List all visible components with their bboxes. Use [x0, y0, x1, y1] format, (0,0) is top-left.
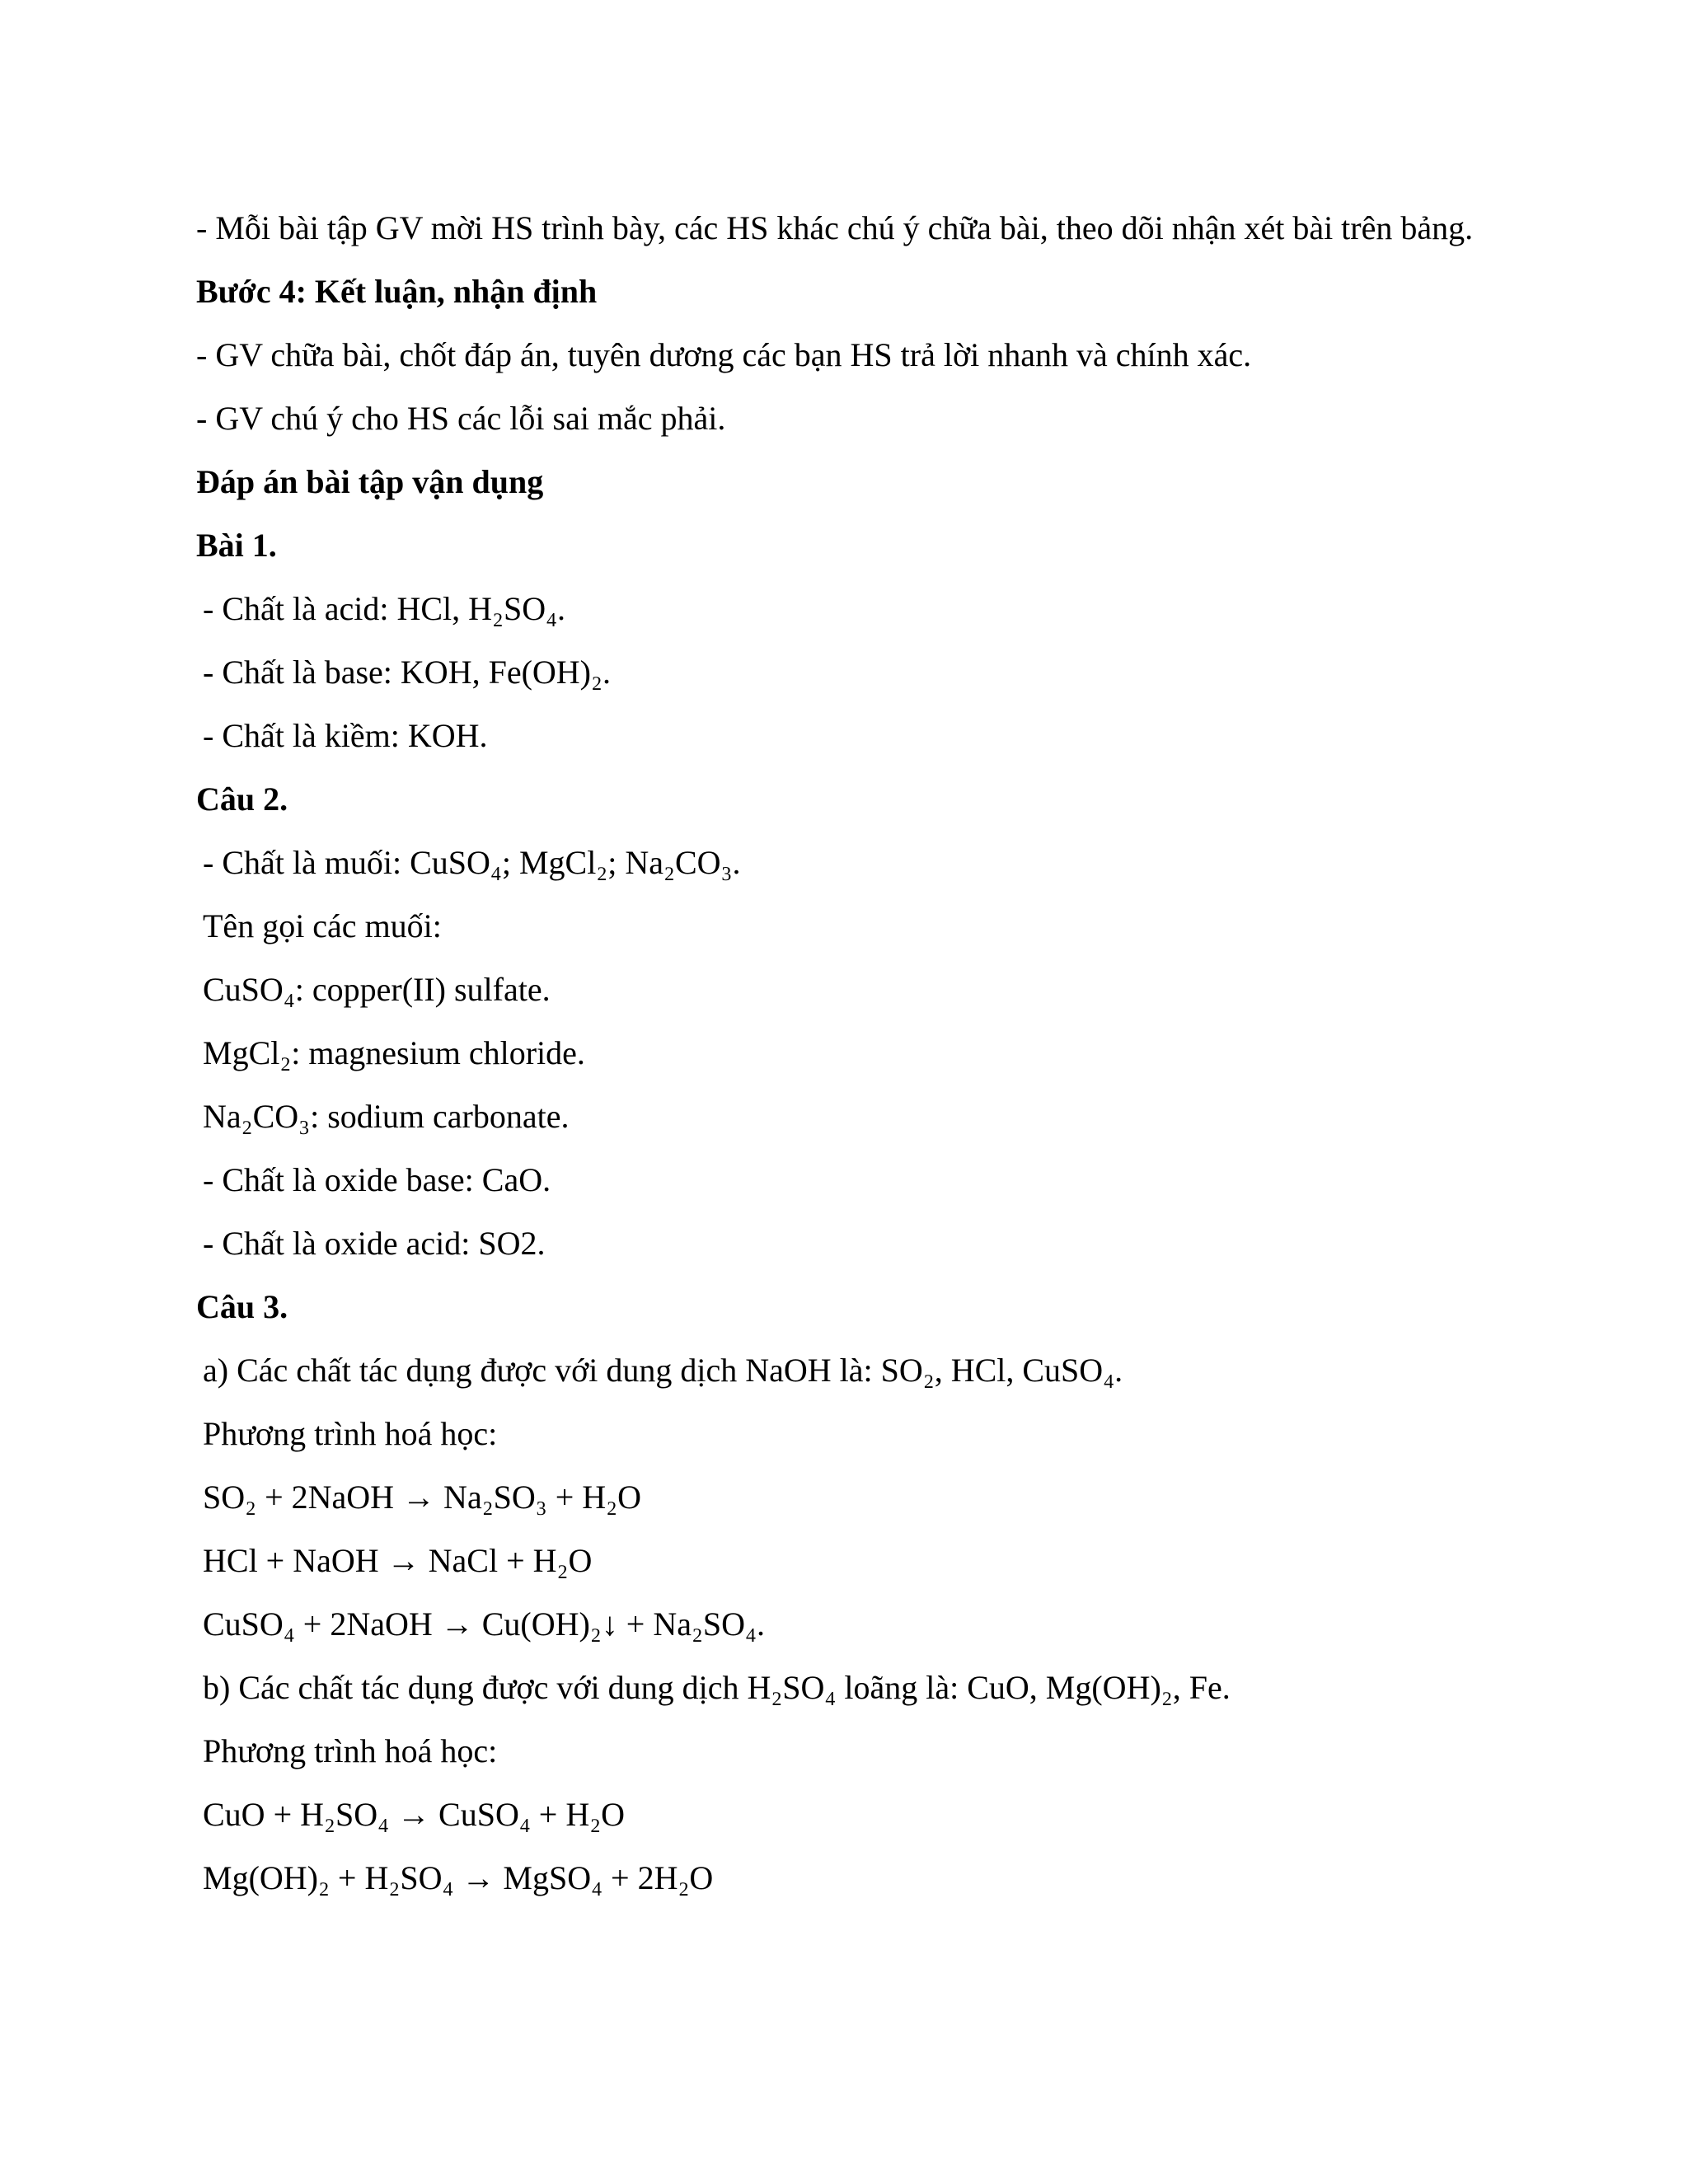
answer-line: - Chất là acid: HCl, H₂SO₄. [203, 590, 566, 627]
step-heading: Bước 4: Kết luận, nhận định [196, 273, 598, 310]
answer-line: - Chất là oxide base: CaO. [203, 1161, 551, 1198]
question-heading: Câu 2. [196, 780, 288, 818]
question-heading: Câu 3. [196, 1288, 288, 1325]
instruction-line: - GV chú ý cho HS các lỗi sai mắc phải. [196, 400, 726, 437]
answer-line: Phương trình hoá học: [203, 1732, 498, 1769]
answer-line: - Chất là kiềm: KOH. [203, 717, 488, 754]
instruction-line: - Mỗi bài tập GV mời HS trình bày, các HS khác chú ý chữa bài, theo dõi nhận xét bài trên bảng. [196, 209, 1474, 246]
equation-line: CuSO₄ + 2NaOH → Cu(OH)₂↓ + Na₂SO₄. [203, 1605, 765, 1643]
answer-line: - Chất là oxide acid: SO2. [203, 1225, 546, 1262]
answer-line: Phương trình hoá học: [203, 1415, 498, 1452]
equation-line: CuO + H₂SO₄ → CuSO₄ + H₂O [203, 1796, 626, 1833]
equation-line: HCl + NaOH → NaCl + H₂O [203, 1542, 593, 1579]
answer-line: MgCl₂: magnesium chloride. [203, 1034, 585, 1071]
answer-line: Tên gọi các muối: [203, 907, 442, 944]
answer-line: - Chất là base: KOH, Fe(OH)₂. [203, 654, 611, 691]
equation-line: SO₂ + 2NaOH → Na₂SO₃ + H₂O [203, 1479, 641, 1516]
instruction-line: - GV chữa bài, chốt đáp án, tuyên dương các bạn HS trả lời nhanh và chính xác. [196, 336, 1252, 373]
exercise-heading: Bài 1. [196, 527, 277, 564]
equation-line: Mg(OH)₂ + H₂SO₄ → MgSO₄ + 2H₂O [203, 1859, 714, 1896]
section-heading: Đáp án bài tập vận dụng [196, 463, 544, 500]
document-body [196, 196, 1498, 1910]
answer-line: a) Các chất tác dụng được với dung dịch NaOH là: SO₂, HCl, CuSO₄. [203, 1352, 1123, 1389]
answer-line: - Chất là muối: CuSO₄; MgCl₂; Na₂CO₃. [203, 844, 741, 881]
answer-line: CuSO₄: copper(II) sulfate. [203, 971, 551, 1008]
answer-line: Na₂CO₃: sodium carbonate. [203, 1098, 570, 1135]
answer-line: b) Các chất tác dụng được với dung dịch H₂SO₄ loãng là: CuO, Mg(OH)₂, Fe. [203, 1669, 1231, 1706]
